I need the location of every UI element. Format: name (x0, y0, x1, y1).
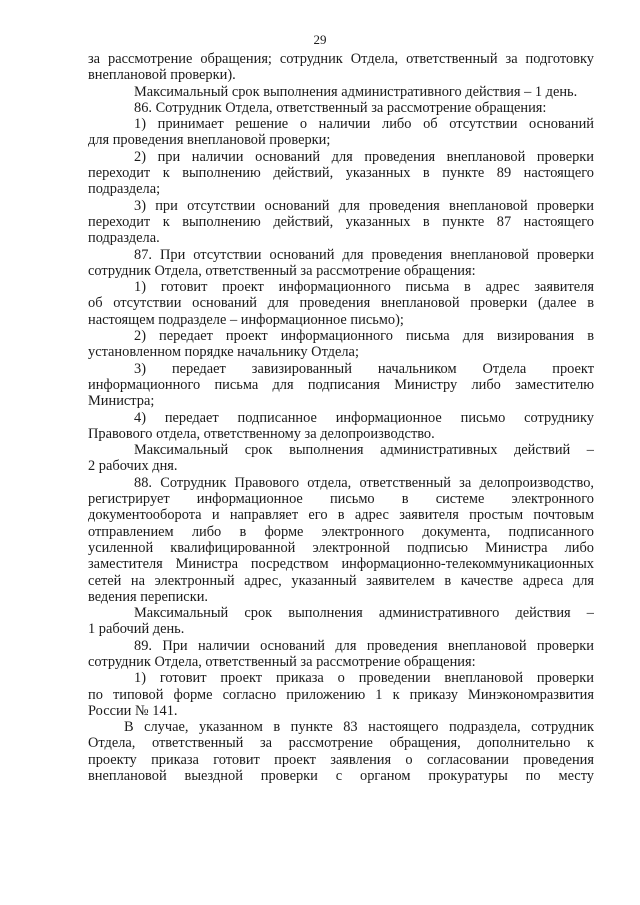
text-line: 2 рабочих дня. (88, 458, 178, 475)
text-line: усиленной квалифицированной электронной подписью Министра либо (88, 539, 594, 556)
text-line: сотрудник Отдела, ответственный за рассмотрение обращения: (88, 262, 476, 279)
text-line: об отсутствии оснований для проведения внеплановой проверки (далее в (88, 295, 594, 312)
text-line: подраздела; (88, 181, 161, 198)
text-line: для проведения внеплановой проверки; (88, 132, 331, 149)
text-line: 1) готовит проект информационного письма в адрес заявителя (134, 279, 594, 296)
text-line: 86. Сотрудник Отдела, ответственный за рассмотрение обращения: (134, 99, 547, 116)
text-line: ведения переписки. (88, 588, 208, 605)
text-line: Максимальный срок выполнения административного действия – 1 день. (134, 83, 578, 100)
text-line: 1 рабочий день. (88, 621, 185, 638)
page-number: 29 (313, 32, 327, 47)
text-line: сотрудник Отдела, ответственный за рассмотрение обращения: (88, 653, 476, 670)
text-line: регистрирует информационное письмо в системе электронного (88, 491, 594, 508)
text-line: 2) при наличии оснований для проведения внеплановой проверки (134, 148, 594, 165)
text-line: Отдела, ответственный за рассмотрение обращения, дополнительно к (88, 735, 594, 752)
text-line: Максимальный срок выполнения административного действия – (134, 605, 594, 622)
text-line: В случае, указанном в пункте 83 настоящего подраздела, сотрудник (124, 719, 594, 736)
text-line: по типовой форме согласно приложению 1 к приказу Минэкономразвития (88, 686, 594, 703)
text-line: за рассмотрение обращения; сотрудник Отдела, ответственный за подготовку (88, 51, 594, 67)
text-line: переходит к выполнению действий, указанных в пункте 89 настоящего (88, 165, 594, 182)
text-line: 1) принимает решение о наличии либо об отсутствии оснований (134, 116, 594, 133)
text-line: проекту приказа готовит проект заявления о согласовании проведения (88, 751, 594, 768)
text-line: 87. При отсутствии оснований для проведения внеплановой проверки (134, 246, 594, 263)
text-line: настоящем подразделе – информационное письмо); (88, 311, 404, 328)
text-line: 2) передает проект информационного письма для визирования в (134, 328, 594, 345)
text-line: России № 141. (88, 702, 178, 719)
text-line: документооборота и направляет его в адрес заявителя простым почтовым (88, 507, 594, 524)
text-line: сетей на электронный адрес, указанный заявителем в качестве адреса для (88, 572, 594, 589)
text-line: 89. При наличии оснований для проведения внеплановой проверки (134, 637, 594, 654)
text-line: установленном порядке начальнику Отдела; (88, 344, 359, 361)
text-line: информационного письма для подписания Министру либо заместителю (88, 376, 594, 393)
text-line: 88. Сотрудник Правового отдела, ответственный за делопроизводство, (134, 474, 594, 491)
text-line: переходит к выполнению действий, указанных в пункте 87 настоящего (88, 213, 594, 230)
text-line: внеплановой выездной проверки с органом прокуратуры по месту (88, 768, 594, 785)
text-line: Министра; (88, 393, 155, 410)
text-line: 1) готовит проект приказа о проведении внеплановой проверки (134, 670, 594, 687)
text-line: 4) передает подписанное информационное письмо сотруднику (134, 409, 594, 426)
text-line: внеплановой проверки). (88, 67, 236, 84)
text-line: Максимальный срок выполнения административных действий – (134, 442, 594, 459)
text-line: 3) передает завизированный начальником Отдела проект (134, 360, 594, 377)
text-line: 3) при отсутствии оснований для проведения внеплановой проверки (134, 197, 594, 214)
text-line: отправлением либо в форме электронного документа, подписанного (88, 523, 594, 540)
text-line: заместителя Министра посредством информационно-телекоммуникационных (88, 556, 594, 573)
text-line: Правового отдела, ответственному за делопроизводство. (88, 425, 435, 442)
text-line: подраздела. (88, 230, 160, 247)
document-body (88, 51, 594, 784)
